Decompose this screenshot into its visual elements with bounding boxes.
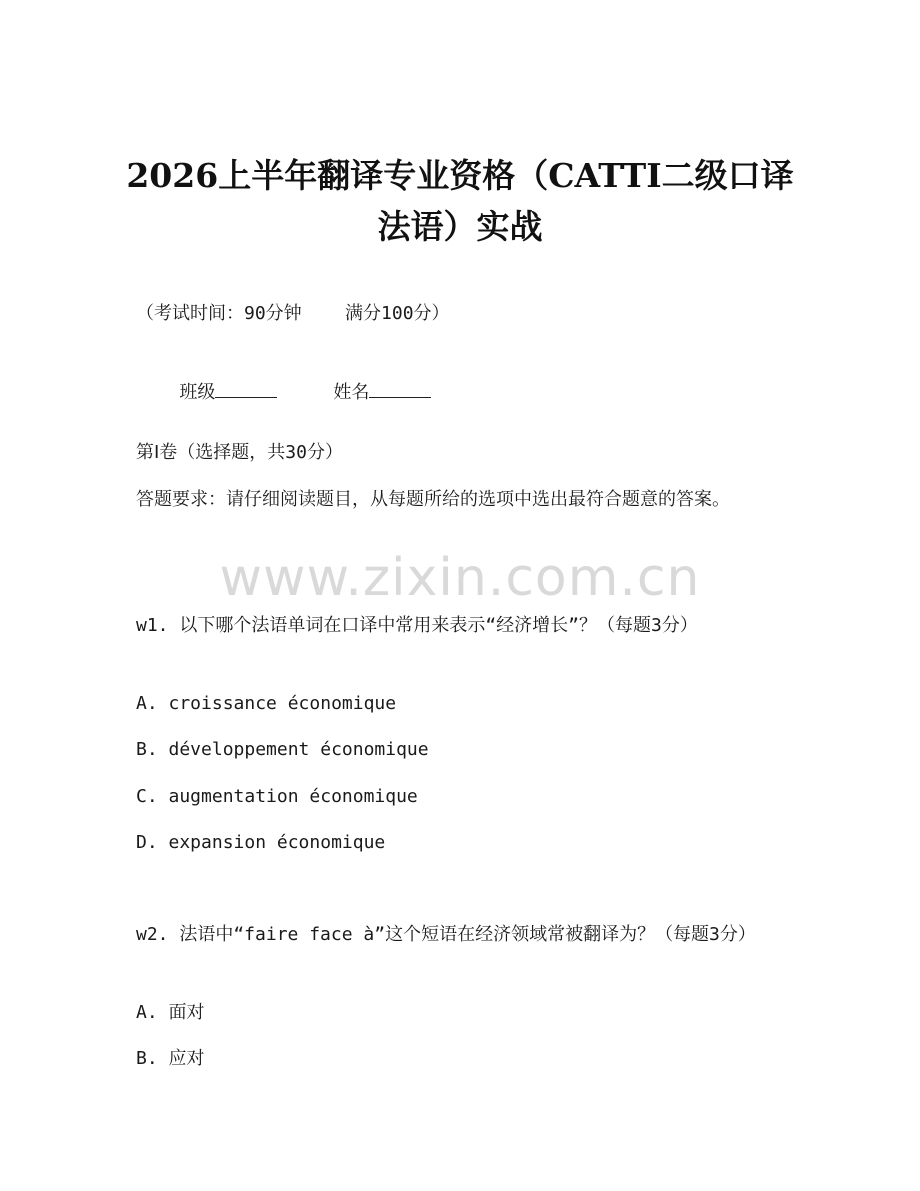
question-stem: w1. 以下哪个法语单词在口译中常用来表示“经济增长”？（每题3分）	[136, 615, 698, 636]
question-option[interactable]: A. 面对	[136, 1002, 205, 1023]
class-label: 班级	[179, 382, 216, 403]
exam-info: （考试时间：90分钟 满分100分）	[136, 303, 450, 324]
section-title: 第Ⅰ卷（选择题，共30分）	[136, 442, 343, 463]
question-option[interactable]: B. développement économique	[136, 739, 429, 760]
question-option[interactable]: D. expansion économique	[136, 832, 386, 853]
question-option[interactable]: A. croissance économique	[136, 693, 397, 714]
question-stem: w2. 法语中“faire face à”这个短语在经济领域常被翻译为？（每题3分）	[136, 924, 756, 945]
student-info-row	[136, 346, 786, 439]
name-blank[interactable]	[369, 379, 431, 398]
instructions: 答题要求：请仔细阅读题目，从每题所给的选项中选出最符合题意的答案。	[136, 489, 730, 510]
document-title: 2026上半年翻译专业资格（CATTI二级口译法语）实战	[126, 156, 794, 246]
class-blank[interactable]	[215, 379, 277, 398]
name-label: 姓名	[333, 382, 370, 403]
question-option[interactable]: B. 应对	[136, 1048, 205, 1069]
watermark: www.zixin.com.cn	[219, 548, 701, 608]
question-option[interactable]: C. augmentation économique	[136, 786, 418, 807]
